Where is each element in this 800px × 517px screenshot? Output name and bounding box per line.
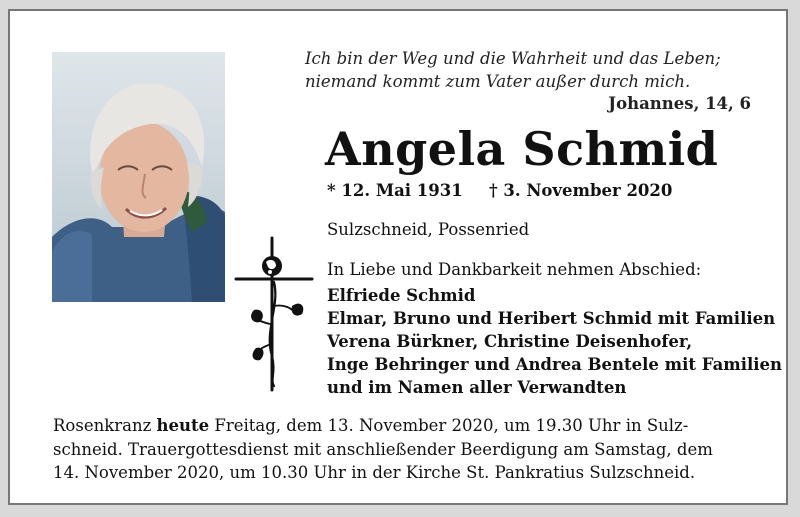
places: Sulzschneid, Possenried: [327, 220, 530, 239]
quote-line: Ich bin der Weg und die Wahrheit und das Leben;: [305, 49, 721, 68]
mourner-line: Elfriede Schmid: [327, 286, 476, 305]
cross-with-rose-icon: [234, 236, 314, 392]
life-dates: [327, 181, 673, 200]
notice-line: schneid. Trauergottesdienst mit anschließender Beerdigung am Samstag, dem: [53, 439, 713, 459]
mourners-list: [327, 284, 782, 399]
notice-line: 14. November 2020, um 10.30 Uhr in der Kirche St. Pankratius Sulzschneid.: [53, 463, 696, 482]
portrait-photo: [52, 52, 225, 302]
bible-quote: [305, 47, 755, 93]
notice-text: Freitag, dem 13. November 2020, um 19.30 Uhr in Sulz-: [209, 416, 689, 435]
mourner-line: Inge Behringer und Andrea Bentele mit Familien: [327, 355, 783, 374]
quote-source: Johannes, 14, 6: [608, 94, 751, 113]
deceased-name: Angela Schmid: [325, 122, 719, 176]
farewell-intro: In Liebe und Dankbarkeit nehmen Abschied:: [327, 260, 702, 279]
quote-line: niemand kommt zum Vater außer durch mich.: [305, 72, 691, 91]
birth-date: * 12. Mai 1931: [327, 181, 463, 200]
notice-text: Rosenkranz: [53, 416, 157, 435]
mourner-line: Elmar, Bruno und Heribert Schmid mit Familien: [327, 309, 776, 328]
service-notice: [53, 414, 753, 485]
notice-line: [53, 414, 753, 438]
mourner-line: Verena Bürkner, Christine Deisenhofer,: [327, 332, 693, 351]
death-date: † 3. November 2020: [489, 181, 673, 200]
mourner-line: und im Namen aller Verwandten: [327, 378, 627, 397]
notice-emphasis: heute: [156, 416, 210, 435]
